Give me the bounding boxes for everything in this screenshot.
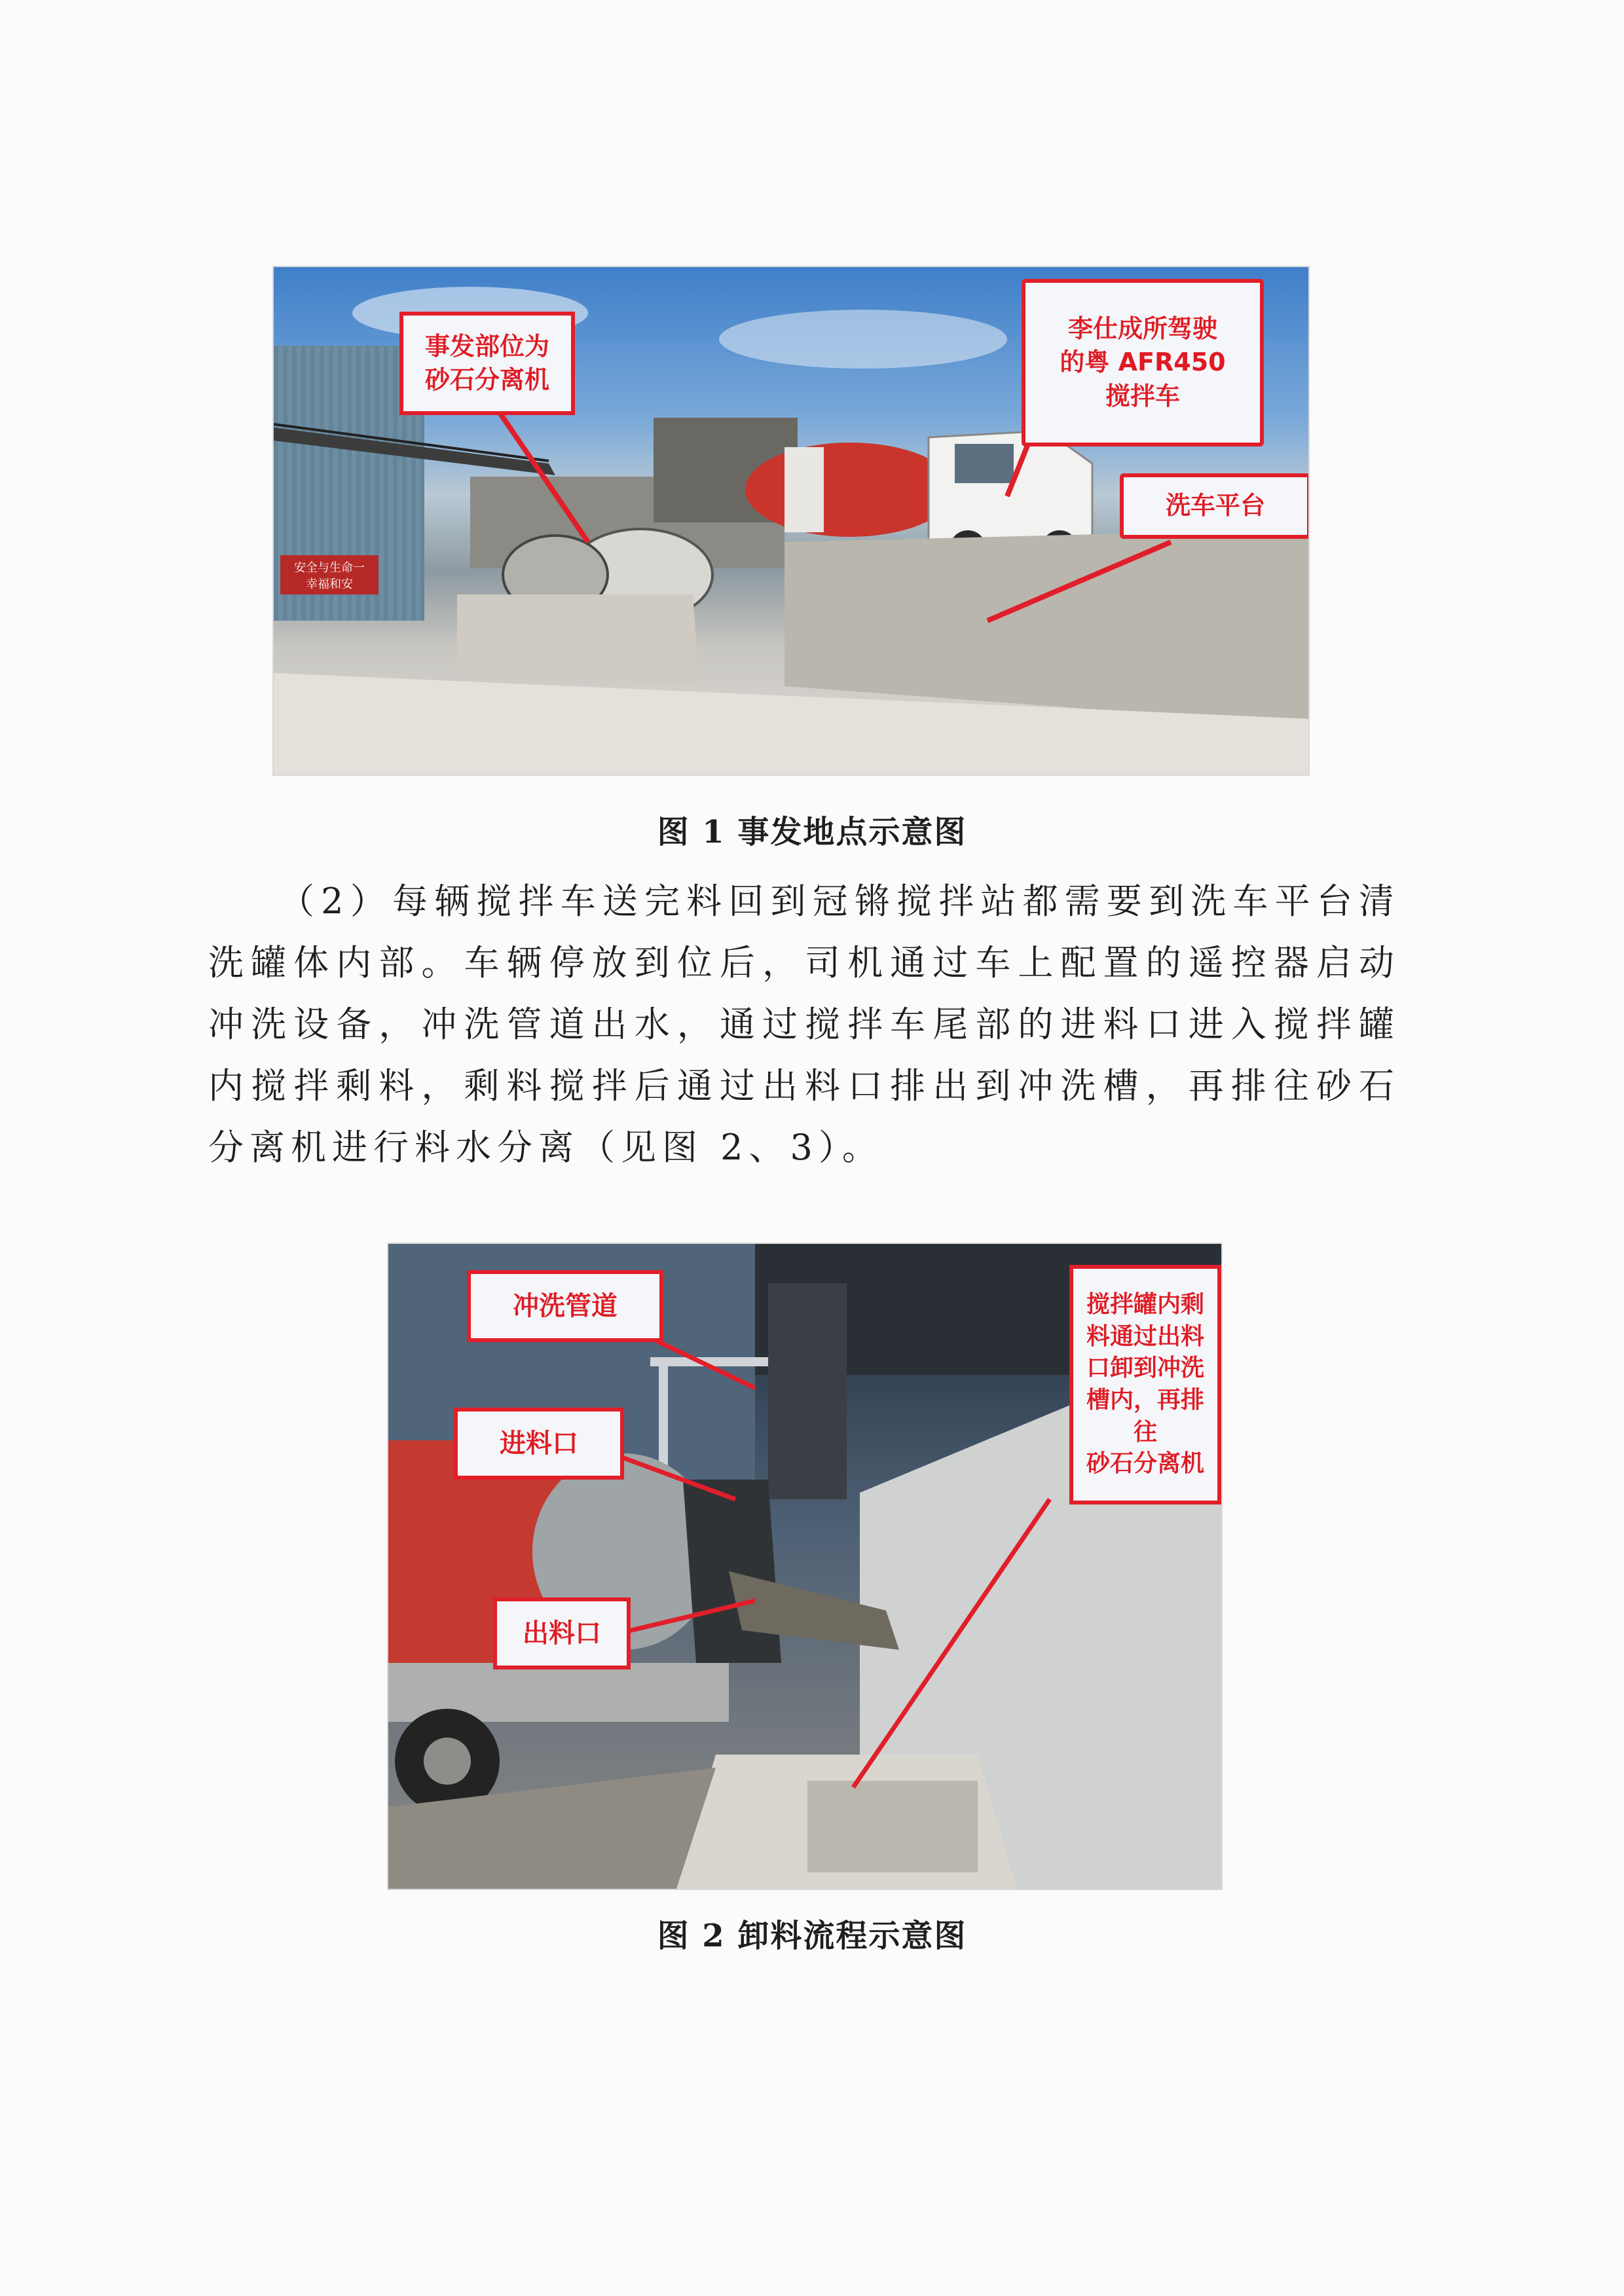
figure1-photo bbox=[274, 267, 1308, 774]
callout-truck: 李仕成所驾驶 的粤 AFR450 搅拌车 bbox=[1022, 279, 1264, 446]
callout-inlet: 进料口 bbox=[454, 1408, 624, 1480]
figure1-caption: 图 1 事发地点示意图 bbox=[657, 814, 967, 850]
callout-accident-site: 事发部位为 砂石分离机 bbox=[399, 312, 575, 415]
callout-wash-pipe: 冲洗管道 bbox=[467, 1270, 663, 1342]
figure2-photo bbox=[388, 1244, 1221, 1889]
safety-sign-text: 安全与生命一 bbox=[294, 561, 365, 575]
figure2-caption: 图 2 卸料流程示意图 bbox=[657, 1918, 967, 1954]
callout-residue-flow: 搅拌罐内剩 料通过出料 口卸到冲洗 槽内，再排往 砂石分离机 bbox=[1069, 1265, 1221, 1504]
callout-wash-platform: 洗车平台 bbox=[1120, 473, 1308, 539]
callout-outlet: 出料口 bbox=[493, 1597, 631, 1669]
body-paragraph: （2）每辆搅拌车送完料回到冠锵搅拌站都需要到洗车平台清洗罐体内部。车辆停放到位后，司机通过车上配置的遥控器启动冲洗设备，冲洗管道出水，通过搅拌车尾部的进料口进入搅拌罐内搅拌剩料，剩料搅拌后通过出料口排出到冲洗槽，再排往砂石分离机进行料水分离（见图 2、3）。 bbox=[208, 881, 1400, 1168]
svg-text:幸福和安: 幸福和安 bbox=[306, 577, 353, 591]
